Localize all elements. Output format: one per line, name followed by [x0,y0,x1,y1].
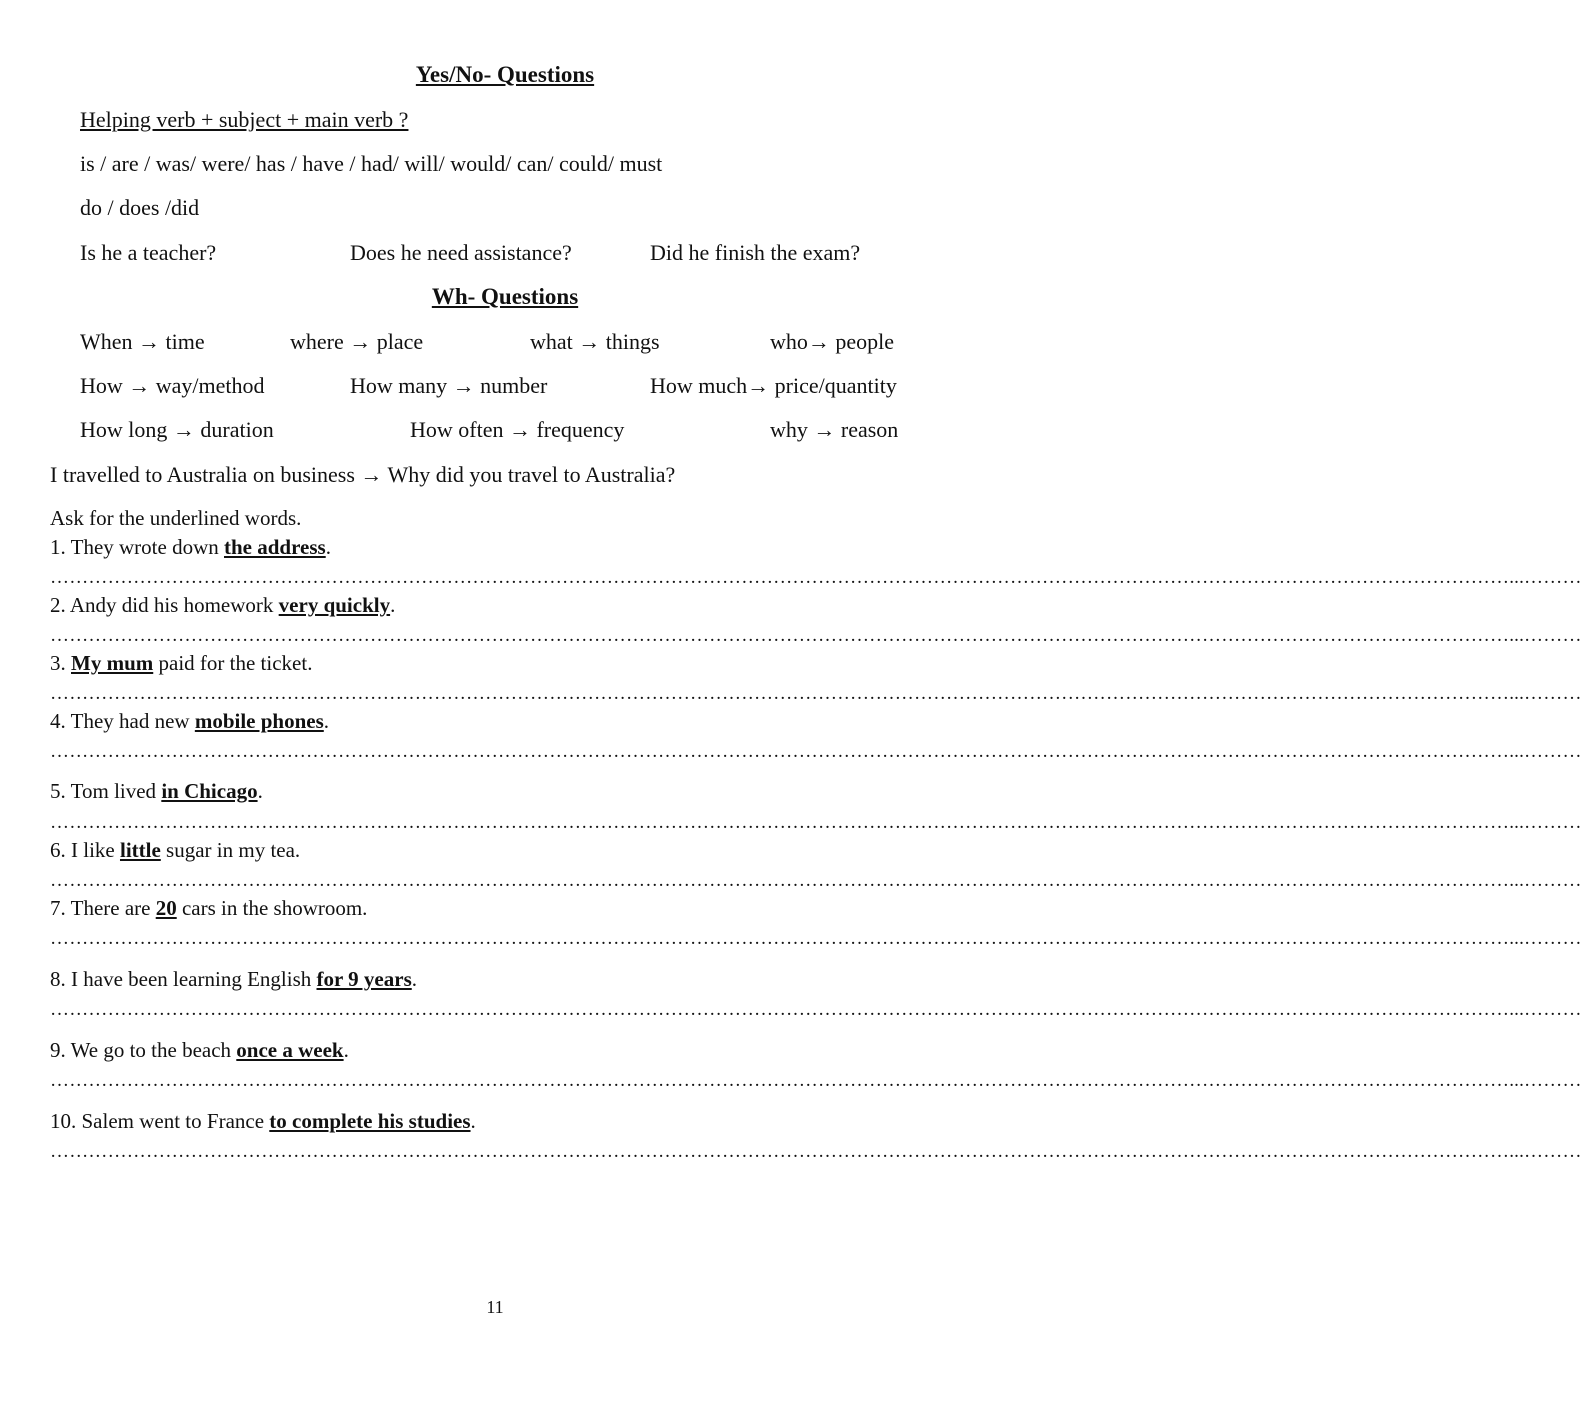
wh-word-pair [530,329,660,355]
exercise-item: 10. Salem went to France to complete his studies. [50,1109,476,1133]
wh-meaning: time [165,329,205,354]
wh-meaning: price/quantity [774,373,897,398]
exercise-item: 8. I have been learning English for 9 years. [50,967,417,991]
wh-meaning: people [835,329,895,354]
page-number: 11 [486,1297,504,1317]
answer-line[interactable]: …………………………………………………………………………………………………………………………………………………………………………………………………………...……… [50,928,1582,949]
answer-line[interactable]: …………………………………………………………………………………………………………………………………………………………………………………………………………...……… [50,1070,1582,1091]
wh-example-sentence [50,462,675,488]
example-question: Did he finish the exam? [650,240,861,265]
answer-line[interactable]: …………………………………………………………………………………………………………………………………………………………………………………………………………...……… [50,812,1582,833]
answer-line[interactable]: …………………………………………………………………………………………………………………………………………………………………………………………………………...……… [50,741,1582,762]
answer-line[interactable]: …………………………………………………………………………………………………………………………………………………………………………………………………………...……… [50,683,1582,704]
wh-word-pair [350,373,547,399]
underlined-words: mobile phones [194,709,324,733]
answer-line[interactable]: …………………………………………………………………………………………………………………………………………………………………………………………………………...……… [50,999,1582,1020]
answer-line[interactable]: …………………………………………………………………………………………………………………………………………………………………………………………………………...……… [50,870,1582,891]
underlined-words: to complete his studies [269,1109,471,1133]
wh-meaning: way/method [155,373,265,398]
exercise-item: 6. I like little sugar in my tea. [50,838,301,862]
wh-word: How many [350,373,448,398]
exercise-instruction: Ask for the underlined words. [50,506,302,530]
yes-no-title: Yes/No- Questions [415,62,595,87]
wh-meaning: number [480,373,548,398]
wh-questions-title: Wh- Questions [431,284,579,309]
wh-word-pair [290,329,423,355]
wh-word: How much [650,373,748,398]
underlined-words: for 9 years [316,967,412,991]
arrow-icon: → [807,329,830,354]
example-question: Does he need assistance? [350,240,572,265]
example-question: Why did you travel to Australia? [387,462,676,487]
wh-word-pair [80,417,274,443]
wh-word: why [770,417,808,442]
arrow-icon: → [360,462,383,487]
wh-word: How often [410,417,504,442]
underlined-words: in Chicago [161,779,258,803]
yes-no-formula: Helping verb + subject + main verb ? [80,107,409,132]
wh-word-pair [80,329,205,355]
underlined-words: little [119,838,161,862]
wh-word: who [770,329,808,354]
arrow-icon: → [349,329,372,354]
wh-meaning: frequency [536,417,625,442]
arrow-icon: → [138,329,161,354]
answer-line[interactable]: …………………………………………………………………………………………………………………………………………………………………………………………………………...……… [50,567,1582,588]
underlined-words: the address [224,535,326,559]
underlined-words: 20 [155,896,177,920]
wh-word-pair [80,373,265,399]
underlined-words: My mum [71,651,154,675]
exercise-item: 9. We go to the beach once a week. [50,1038,349,1062]
wh-word-pair [410,417,624,443]
exercise-item: 2. Andy did his homework very quickly. [50,593,396,617]
answer-line[interactable]: …………………………………………………………………………………………………………………………………………………………………………………………………………...……… [50,1141,1582,1162]
wh-word: what [530,329,573,354]
arrow-icon: → [452,373,475,398]
arrow-icon: → [172,417,195,442]
wh-meaning: duration [200,417,274,442]
wh-meaning: reason [840,417,899,442]
wh-word: How [80,373,123,398]
exercise-item: 5. Tom lived in Chicago. [50,779,263,803]
answer-line[interactable]: …………………………………………………………………………………………………………………………………………………………………………………………………………...……… [50,625,1582,646]
wh-word-pair [650,373,897,399]
wh-meaning: place [376,329,424,354]
wh-word: When [80,329,133,354]
wh-word-pair [770,329,894,355]
arrow-icon: → [578,329,601,354]
exercise-item: 3. My mum paid for the ticket. [50,651,313,675]
example-statement: I travelled to Australia on business [50,462,355,487]
arrow-icon: → [128,373,151,398]
underlined-words: once a week [236,1038,344,1062]
wh-word: where [290,329,344,354]
helping-verbs-list: is / are / was/ were/ has / have / had/ will/ would/ can/ could/ must [80,151,663,176]
wh-word: How long [80,417,168,442]
do-verbs-list: do / does /did [80,195,200,220]
arrow-icon: → [747,373,770,398]
example-question: Is he a teacher? [80,240,217,265]
arrow-icon: → [813,417,836,442]
arrow-icon: → [508,417,531,442]
wh-meaning: things [605,329,660,354]
exercise-item: 4. They had new mobile phones. [50,709,330,733]
exercise-item: 1. They wrote down the address. [50,535,331,559]
exercise-item: 7. There are 20 cars in the showroom. [50,896,368,920]
underlined-words: very quickly [278,593,391,617]
wh-word-pair [770,417,898,443]
